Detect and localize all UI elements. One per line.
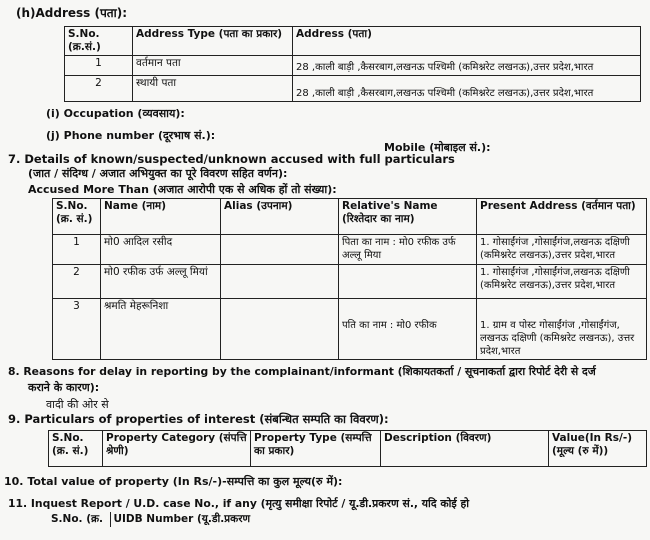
cell-address: 28 ,काली बाड़ी ,कैसरबाग,लखनऊ पश्चिमी (कमिश्नरेट लखनऊ),उत्तर प्रदेश,भारत: [293, 76, 641, 102]
col-description: Description (विवरण): [381, 431, 549, 467]
col-alias: Alias (उपनाम): [221, 199, 339, 235]
cell-sno: 1: [53, 235, 101, 265]
cell-type: स्थायी पता: [133, 76, 293, 102]
cell-name: मो0 आदिल रसीद: [101, 235, 221, 265]
address-table: [64, 26, 641, 102]
col-uidb-number: UIDB Number (यू.डी.प्रकरण: [110, 512, 288, 527]
cell-sno: 2: [65, 76, 133, 102]
table-row: [65, 56, 641, 76]
cell-address: 1. गोसाईंगंज ,गोसाईंगंज,लखनऊ दक्षिणी (कमिश्नरेट लखनऊ),उत्तर प्रदेश,भारत: [477, 265, 647, 299]
section11-title: 11. Inquest Report / U.D. case No., if any (मृत्यु समीक्षा रिपोर्ट / यू.डी.प्रकरण सं., यदि कोई हो: [8, 497, 470, 510]
col-sno: S.No.(क्र. सं.): [53, 199, 101, 235]
cell-alias: [221, 265, 339, 299]
address-table-header: [65, 27, 641, 56]
col-property-category: Property Category (संपत्ति श्रेणी): [103, 431, 251, 467]
accused-table-header: [53, 199, 647, 235]
section8-reason: वादी की ओर से: [46, 398, 109, 411]
inquest-table: [48, 512, 288, 527]
occupation-label: (i) Occupation (व्यवसाय):: [46, 107, 185, 120]
table-row: [65, 76, 641, 102]
cell-address: 1. ग्राम व पोस्ट गोसाईंगंज ,गोसाईंगंज, लखनऊ दक्षिणी (कमिश्नरेट लखनऊ), उत्तर प्रदेश,भारत: [477, 299, 647, 360]
section10-total-value: 10. Total value of property (In Rs/-)-सम्पत्ति का कुल मूल्य(रु में):: [4, 475, 343, 488]
property-table: [48, 430, 647, 467]
section7-title: 7. Details of known/suspected/unknown accused with full particulars: [8, 152, 455, 166]
col-present-address: Present Address (वर्तमान पता): [477, 199, 647, 235]
cell-relative: पति का नाम : मो0 रफीक: [339, 299, 477, 360]
section7-subtitle: (जात / संदिग्ध / अजात अभियुक्त का पूरे विवरण सहित वर्णन):: [28, 167, 288, 180]
col-name: Name (नाम): [101, 199, 221, 235]
cell-relative: [339, 265, 477, 299]
table-row: [53, 265, 647, 299]
cell-sno: 3: [53, 299, 101, 360]
cell-address: 28 ,काली बाड़ी ,कैसरबाग,लखनऊ पश्चिमी (कमिश्नरेट लखनऊ),उत्तर प्रदेश,भारत: [293, 56, 641, 76]
property-table-header: [49, 431, 647, 467]
cell-address: 1. गोसाईंगंज ,गोसाईंगंज,लखनऊ दक्षिणी (कमिश्नरेट लखनऊ),उत्तर प्रदेश,भारत: [477, 235, 647, 265]
table-row: [53, 235, 647, 265]
cell-name: मो0 रफीक उर्फ अल्लू मियां: [101, 265, 221, 299]
col-sno: S.No. (क्र.: [51, 513, 104, 525]
col-value: Value(In Rs/-) (मूल्य (रु में)): [549, 431, 647, 467]
col-sno: S.No. (क्र. सं.): [49, 431, 103, 467]
accused-table: [52, 198, 647, 360]
cell-alias: [221, 299, 339, 360]
address-section-label: (h)Address (पता):: [16, 6, 128, 20]
mobile-label: Mobile (मोबाइल सं.):: [384, 141, 491, 154]
cell-relative: पिता का नाम : मो0 रफीक उर्फ अल्लू मिया: [339, 235, 477, 265]
cell-type: वर्तमान पता: [133, 56, 293, 76]
accused-more-than: Accused More Than (अजात आरोपी एक से अधिक हों तो संख्या):: [28, 183, 337, 196]
col-relative: Relative's Name (रिश्तेदार का नाम): [339, 199, 477, 235]
cell-alias: [221, 235, 339, 265]
cell-sno: 1: [65, 56, 133, 76]
table-row: [53, 299, 647, 360]
phone-label: (j) Phone number (दूरभाष सं.):: [46, 129, 216, 142]
col-address-type: Address Type (पता का प्रकार): [133, 27, 293, 56]
inquest-table-header: [48, 512, 288, 527]
section8-line2: कराने के कारण):: [28, 381, 100, 394]
col-address: Address (पता): [293, 27, 641, 56]
section8-line1: 8. Reasons for delay in reporting by the complainant/informant (शिकायतकर्ता / सूचनाकर्ता द्वारा रिपोर्ट देरी से दर्ज: [8, 365, 596, 378]
col-property-type: Property Type (सम्पत्ति का प्रकार): [251, 431, 381, 467]
cell-name: श्रमति मेहरूनिशा: [101, 299, 221, 360]
col-sno: S.No.(क्र.सं.): [65, 27, 133, 56]
cell-sno: 2: [53, 265, 101, 299]
section9-title: 9. Particulars of properties of interest (संबन्धित सम्पति का विवरण):: [8, 412, 389, 426]
